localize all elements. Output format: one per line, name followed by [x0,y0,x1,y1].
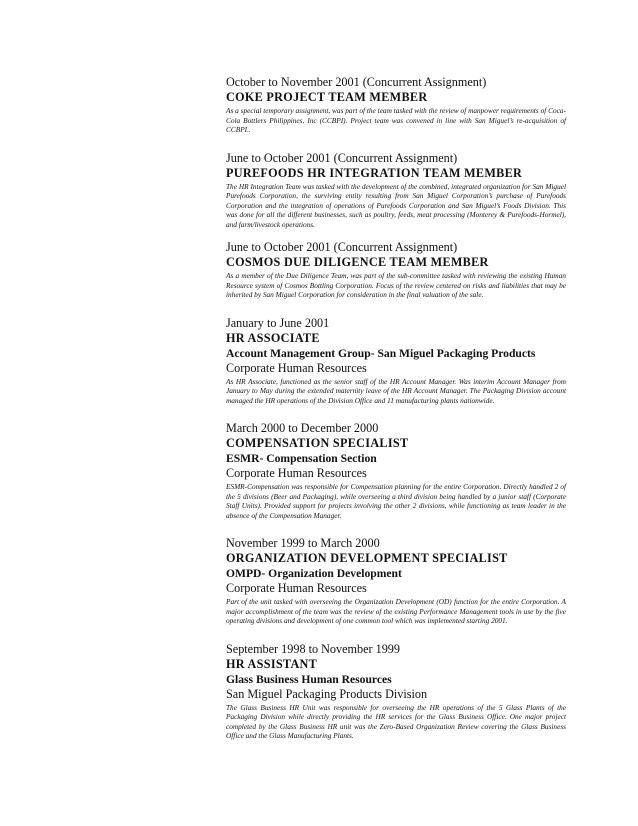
entry-subtitle: Glass Business Human Resources [226,672,392,686]
experience-entry-compensation [226,421,566,520]
entry-date: June to October 2001 (Concurrent Assignment) [226,240,458,254]
entry-title: COSMOS DUE DILIGENCE TEAM MEMBER [226,255,489,269]
entry-date: November 1999 to March 2000 [226,536,380,550]
resume-page [226,75,566,752]
experience-entry-od-specialist [226,536,566,626]
experience-entry-coke [226,75,566,135]
experience-entry-purefoods [226,151,566,230]
entry-description: As HR Associate, functioned as the senior staff of the HR Account Manager. Was interim Account Manager from January to May during the extended maternity leave of the HR Account Manager. The Packaging Division account managed the HR operations of the Division Office and 11 manufacturing plants nationwide. [226,376,566,405]
entry-description: ESMR-Compensation was responsible for Compensation planning for the entire Corporation. Directly handled 2 of the 5 divisions (Beer and Packaging), while overseeing a third division being handled by a junior staff (Corporate Staff Units). Provided support for projects involving the other 2 divisions, while functioning as team leader in the absence of the Compensation Manager. [226,482,566,520]
entry-subtitle: ESMR- Compensation Section [226,452,377,465]
entry-department: Corporate Human Resources [226,581,367,595]
entry-date: September 1998 to November 1999 [226,641,400,656]
entry-description: As a special temporary assignment, was part of the team tasked with the review of manpower requirements of Coca-Cola Bottlers Philippines, Inc (CCBPI). Project team was convened in line with San Miguel’s re-acquisition of CCBPI.. [226,106,566,134]
entry-department: San Miguel Packaging Products Division [226,686,428,701]
experience-entry-hr-associate [226,316,566,406]
entry-description: Part of the unit tasked with overseeing the Organization Development (OD) function for the entire Corporation. A major accomplishment of the team was the review of the existing Performance Management tools in use by the five operating divisions and development of one common tool which was implemented starting 2001. [226,597,566,625]
experience-entry-cosmos [226,240,566,300]
entry-description: The HR Integration Team was tasked with the development of the combined, integrated organization for San Miguel Purefoods Corporation, the surviving entity resulting from San Miguel Corporation’s purchase of Purefoods Corporation and the integration of operations of Purefoods Corporation and San Miguel’s Foods Division. This was done for all the different businesses, such as poultry, feeds, meat processing (Monterey & Purefoods-Hormel), and farm/livestock operations. [226,181,566,229]
entry-title: COKE PROJECT TEAM MEMBER [226,90,428,104]
entry-title: PUREFOODS HR INTEGRATION TEAM MEMBER [226,165,523,180]
entry-title: HR ASSISTANT [226,656,318,671]
entry-title: ORGANIZATION DEVELOPMENT SPECIALIST [226,551,508,565]
entry-date: January to June 2001 [226,315,330,330]
entry-date: October to November 2001 (Concurrent Assignment) [226,75,487,89]
entry-title: HR ASSOCIATE [226,330,320,345]
entry-department: Corporate Human Resources [226,360,367,375]
experience-entry-hr-assistant [226,642,566,741]
entry-title: COMPENSATION SPECIALIST [226,436,409,450]
entry-date: June to October 2001 (Concurrent Assignment) [226,150,458,165]
entry-date: March 2000 to December 2000 [226,421,379,435]
entry-description: As a member of the Due Diligence Team, was part of the sub-committee tasked with reviewing the existing Human Resource system of Cosmos Bottling Corporation. Focus of the review centered on risks and liabilities that may be inherited by San Miguel Corporation for consideration in the final valuation of the sale. [226,271,566,299]
entry-subtitle: OMPD- Organization Development [226,567,402,580]
entry-description: The Glass Business HR Unit was responsible for overseeing the HR operations of the 5 Glass Plants of the Packaging Division while directly providing the HR services for the Glass Business Office. One major project completed by the Glass Business HR unit was the Zero-Based Organization Review covering the Glass Business Office and the Glass Manufacturing Plants. [226,702,566,740]
entry-department: Corporate Human Resources [226,466,367,480]
entry-subtitle: Account Management Group- San Miguel Packaging Products [226,346,536,360]
